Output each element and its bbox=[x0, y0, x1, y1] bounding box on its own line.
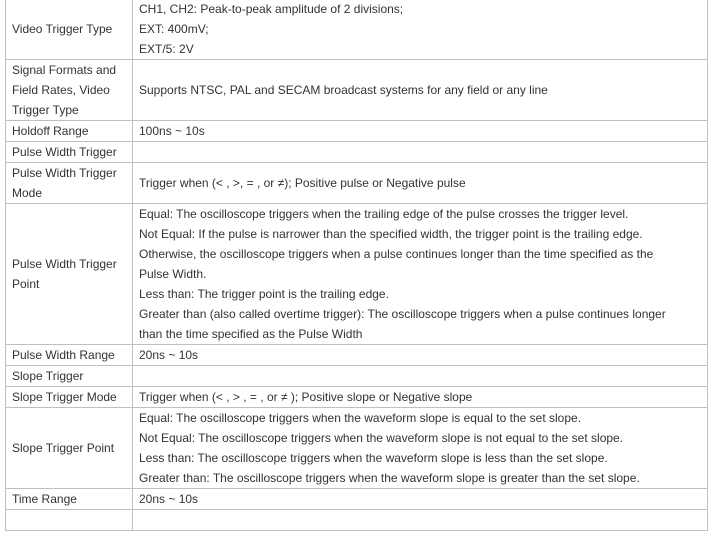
spec-value-text bbox=[139, 142, 701, 162]
spec-label-text: Signal Formats and bbox=[12, 63, 117, 77]
spec-value-text: Not Equal: The oscilloscope triggers when the waveform slope is not equal to the set slope. bbox=[139, 431, 624, 445]
spec-label-text: Trigger Type bbox=[12, 103, 79, 117]
spec-value-cell bbox=[133, 345, 708, 366]
spec-value-cell bbox=[133, 366, 708, 387]
spec-label-text: Mode bbox=[12, 186, 43, 200]
spec-value-cell bbox=[133, 204, 708, 345]
spec-value-text: Supports NTSC, PAL and SECAM broadcast systems for any field or any line bbox=[139, 83, 548, 97]
spec-value-cell bbox=[133, 121, 708, 142]
spec-row bbox=[6, 60, 708, 121]
spec-label-text: Pulse Width Trigger bbox=[12, 145, 117, 159]
spec-row bbox=[6, 489, 708, 510]
spec-label-cell bbox=[6, 366, 133, 387]
spec-table-body bbox=[6, 0, 708, 531]
spec-label-text: Pulse Width Range bbox=[12, 348, 115, 362]
spec-value-text: CH1, CH2: Peak-to-peak amplitude of 2 divisions; bbox=[139, 2, 404, 16]
spec-label-text: Time Range bbox=[12, 492, 77, 506]
spec-value-text: Less than: The trigger point is the trailing edge. bbox=[139, 287, 389, 301]
spec-label-text: Point bbox=[12, 277, 40, 291]
spec-label-cell bbox=[6, 60, 133, 121]
spec-value-text: Greater than: The oscilloscope triggers when the waveform slope is greater than the set slope. bbox=[139, 471, 640, 485]
spec-label-cell bbox=[6, 204, 133, 345]
spec-value-text: EXT/5: 2V bbox=[139, 42, 194, 56]
spec-value-text: Greater than (also called overtime trigger): The oscilloscope triggers when a pulse continues longer bbox=[139, 307, 666, 321]
spec-value-text: Equal: The oscilloscope triggers when the trailing edge of the pulse crosses the trigger level. bbox=[139, 207, 629, 221]
spec-row bbox=[6, 204, 708, 345]
spec-value-text: than the time specified as the Pulse Width bbox=[139, 327, 363, 341]
spec-value-cell bbox=[133, 387, 708, 408]
spec-label-text: Holdoff Range bbox=[12, 124, 89, 138]
spec-row bbox=[6, 510, 708, 531]
spec-value-text: Otherwise, the oscilloscope triggers when a pulse continues longer than the time specified as the bbox=[139, 247, 654, 261]
spec-value-text bbox=[139, 510, 701, 530]
spec-label-text: Slope Trigger Point bbox=[12, 441, 115, 455]
spec-value-text: Equal: The oscilloscope triggers when the waveform slope is equal to the set slope. bbox=[139, 411, 582, 425]
spec-value-cell bbox=[133, 60, 708, 121]
spec-label-cell bbox=[6, 163, 133, 204]
spec-value-cell bbox=[133, 510, 708, 531]
spec-value-text: EXT: 400mV; bbox=[139, 22, 209, 36]
spec-value-cell bbox=[133, 142, 708, 163]
spec-row bbox=[6, 121, 708, 142]
spec-row bbox=[6, 0, 708, 60]
spec-value-text: Less than: The oscilloscope triggers when the waveform slope is less than the set slope. bbox=[139, 451, 608, 465]
spec-label-cell bbox=[6, 345, 133, 366]
spec-label-cell bbox=[6, 387, 133, 408]
spec-label-text: Slope Trigger Mode bbox=[12, 390, 117, 404]
spec-label-text: Field Rates, Video bbox=[12, 83, 110, 97]
spec-row bbox=[6, 163, 708, 204]
spec-table bbox=[5, 0, 708, 531]
spec-label-cell bbox=[6, 0, 133, 60]
spec-label-cell bbox=[6, 408, 133, 489]
spec-label-cell bbox=[6, 142, 133, 163]
spec-label-cell bbox=[6, 510, 133, 531]
spec-value-text: Not Equal: If the pulse is narrower than the specified width, the trigger point is the trailing edge. bbox=[139, 227, 643, 241]
spec-value-text: Trigger when (< , >, = , or ≠); Positive pulse or Negative pulse bbox=[139, 176, 466, 190]
spec-value-text: 100ns ~ 10s bbox=[139, 124, 205, 138]
spec-label-text: Slope Trigger bbox=[12, 369, 84, 383]
spec-value-text: 20ns ~ 10s bbox=[139, 492, 199, 506]
spec-label-text: Pulse Width Trigger bbox=[12, 257, 117, 271]
spec-label-cell bbox=[6, 121, 133, 142]
spec-label-cell bbox=[6, 489, 133, 510]
spec-value-text: 20ns ~ 10s bbox=[139, 348, 199, 362]
spec-value-text: Trigger when (< , > , = , or ≠ ); Positive slope or Negative slope bbox=[139, 390, 473, 404]
spec-value-cell bbox=[133, 408, 708, 489]
spec-label-text: Video Trigger Type bbox=[12, 22, 113, 36]
spec-value-cell bbox=[133, 163, 708, 204]
spec-row bbox=[6, 387, 708, 408]
spec-row bbox=[6, 142, 708, 163]
spec-value-cell bbox=[133, 489, 708, 510]
spec-label-text bbox=[12, 510, 126, 530]
spec-value-text: Pulse Width. bbox=[139, 267, 207, 281]
spec-row bbox=[6, 345, 708, 366]
spec-value-cell bbox=[133, 0, 708, 60]
spec-row bbox=[6, 366, 708, 387]
spec-value-text bbox=[139, 366, 701, 386]
spec-row bbox=[6, 408, 708, 489]
spec-label-text: Pulse Width Trigger bbox=[12, 166, 117, 180]
